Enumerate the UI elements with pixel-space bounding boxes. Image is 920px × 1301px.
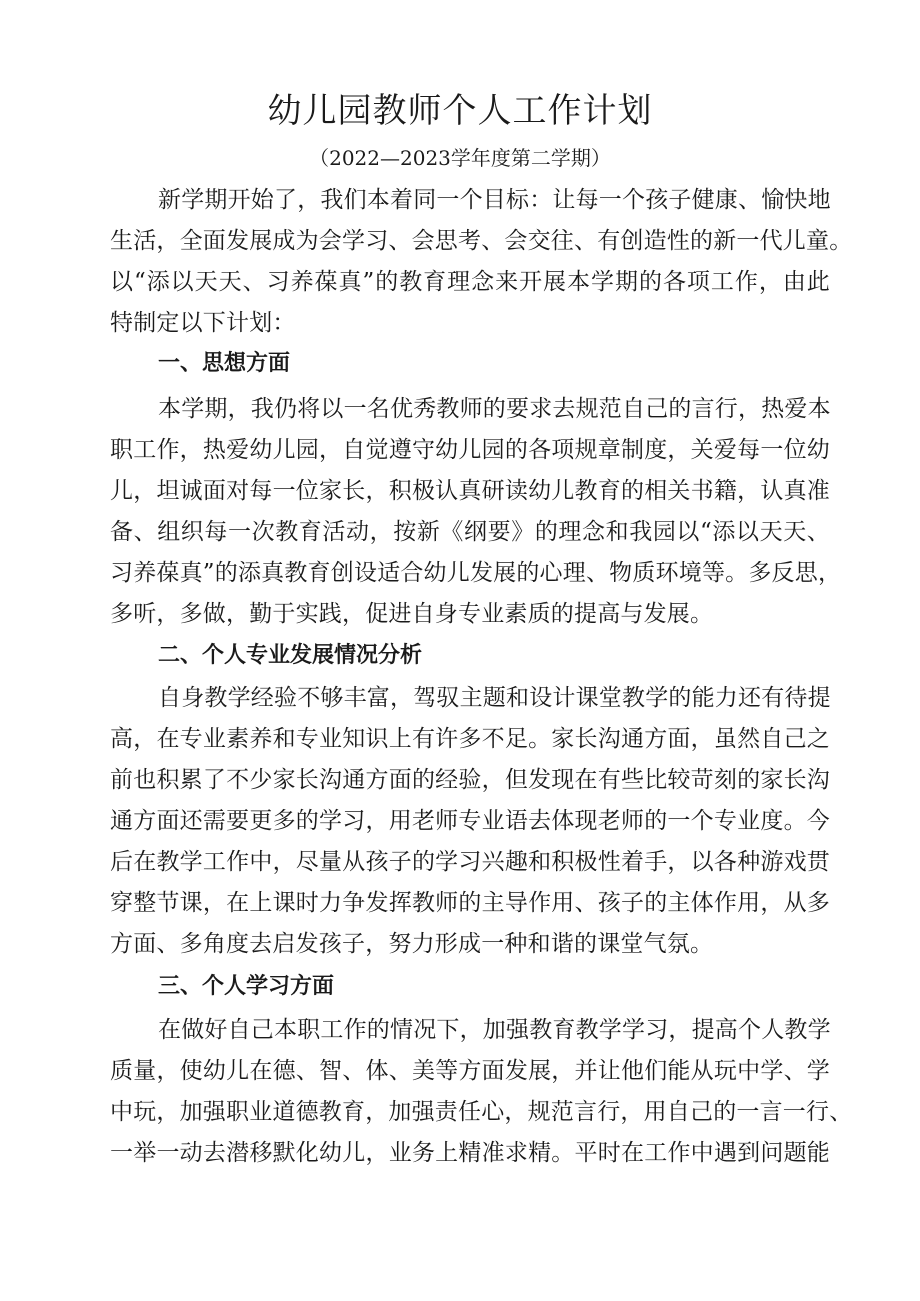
paragraph-line: 自身教学经验不够丰富，驾驭主题和设计课堂教学的能力还有待提 [158, 685, 831, 711]
document-title: 幼儿园教师个人工作计划 [267, 91, 653, 131]
paragraph-line: 习养葆真”的添真教育创设适合幼儿发展的心理、物质环境等。多反思， [110, 560, 842, 586]
paragraph-line: 质量，使幼儿在德、智、体、美等方面发展，并让他们能从玩中学、学 [110, 1058, 830, 1084]
paragraph-line: 职工作，热爱幼儿园，自觉遵守幼儿园的各项规章制度，关爱每一位幼 [110, 437, 830, 463]
intro-line: 以“添以天天、习养葆真”的教育理念来开展本学期的各项工作，由此 [110, 269, 830, 295]
document-subtitle: （2022—2023学年度第二学期） [309, 146, 611, 170]
intro-line: 新学期开始了，我们本着同一个目标：让每一个孩子健康、愉快地 [158, 187, 831, 213]
paragraph-line: 通方面还需要更多的学习，用老师专业语去体现老师的一个专业度。今 [110, 808, 830, 834]
paragraph-line: 后在教学工作中，尽量从孩子的学习兴趣和积极性着手，以各种游戏贯 [110, 849, 830, 875]
paragraph-line: 高，在专业素养和专业知识上有许多不足。家长沟通方面，虽然自己之 [110, 726, 830, 752]
paragraph-line: 中玩，加强职业道德教育，加强责任心，规范言行，用自己的一言一行、 [110, 1099, 853, 1125]
intro-line: 特制定以下计划： [110, 310, 296, 336]
section-heading-thought: 一、思想方面 [158, 351, 291, 376]
paragraph-line: 在做好自己本职工作的情况下，加强教育教学学习，提高个人教学 [158, 1017, 831, 1043]
paragraph-line: 多听，多做，勤于实践，促进自身专业素质的提高与发展。 [110, 601, 714, 627]
paragraph-line: 方面、多角度去启发孩子，努力形成一种和谐的课堂气氛。 [110, 931, 714, 957]
paragraph-line: 本学期，我仍将以一名优秀教师的要求去规范自己的言行，热爱本 [158, 396, 831, 422]
paragraph-line: 前也积累了不少家长沟通方面的经验，但发现在有些比较苛刻的家长沟 [110, 767, 830, 793]
paragraph-line: 穿整节课，在上课时力争发挥教师的主导作用、孩子的主体作用，从多 [110, 890, 830, 916]
paragraph-line: 备、组织每一次教育活动，按新《纲要》的理念和我园以“添以天天、 [110, 519, 830, 545]
section-heading-development: 二、个人专业发展情况分析 [158, 643, 423, 668]
intro-line: 生活，全面发展成为会学习、会思考、会交往、有创造性的新一代儿童。 [110, 228, 853, 254]
paragraph-line: 一举一动去潜移默化幼儿，业务上精准求精。平时在工作中遇到问题能 [110, 1140, 830, 1166]
section-heading-learning: 三、个人学习方面 [158, 974, 335, 999]
paragraph-line: 儿，坦诚面对每一位家长，积极认真研读幼儿教育的相关书籍，认真准 [110, 478, 830, 504]
